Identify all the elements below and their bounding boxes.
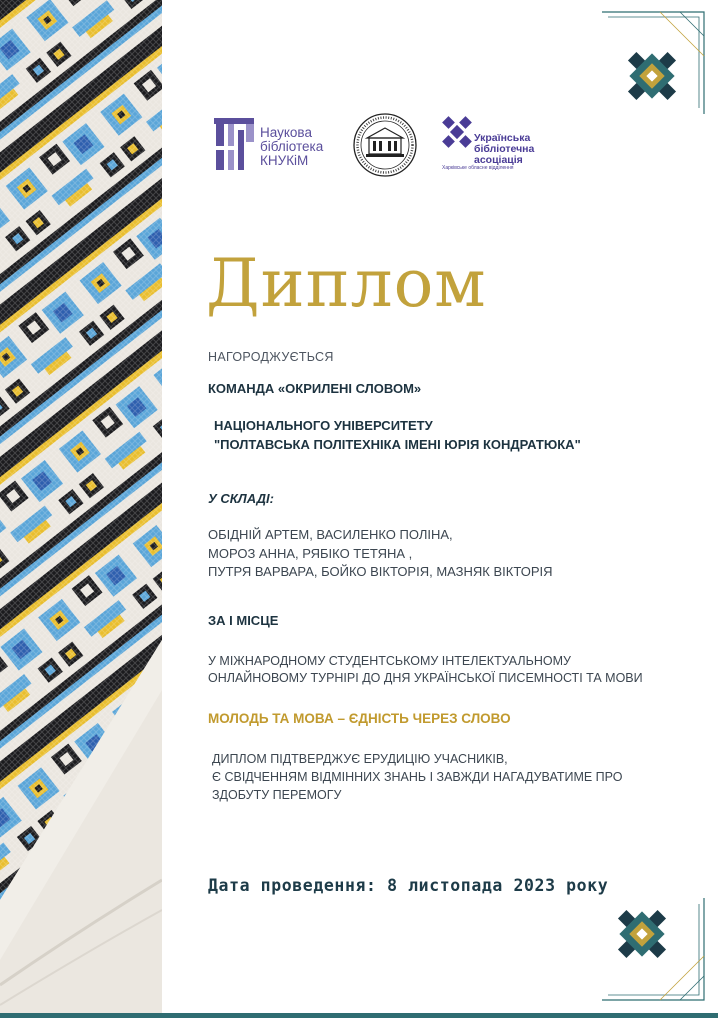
event-line: У МІЖНАРОДНОМУ СТУДЕНТСЬКОМУ ІНТЕЛЕКТУАЛЬНОМУ — [208, 654, 571, 668]
ornament-icon — [618, 910, 666, 958]
library-name — [260, 126, 323, 168]
uba-line3: асоціація — [474, 154, 523, 166]
corner-frame-bottom-right — [600, 894, 712, 1006]
ornament-icon — [628, 52, 676, 100]
uba-subtitle: Харківське обласне відділення — [442, 165, 514, 171]
member-line: ПУТРЯ ВАРВАРА, БОЙКО ВІКТОРІЯ, МАЗНЯК ВІКТОРІЯ — [208, 564, 553, 579]
confirmation-line: ЗДОБУТУ ПЕРЕМОГУ — [212, 788, 342, 802]
event-date: Дата проведення: 8 листопада 2023 року — [208, 876, 609, 895]
confirmation-line: Є СВІДЧЕННЯМ ВІДМІННИХ ЗНАНЬ І ЗАВЖДИ НАГАДУВАТИМЕ ПРО — [212, 770, 623, 784]
uba-name — [474, 133, 534, 166]
awarded-label: НАГОРОДЖУЄТЬСЯ — [208, 350, 334, 364]
team-name: КОМАНДА «ОКРИЛЕНІ СЛОВОМ» — [208, 381, 422, 396]
library-line3: КНУКіМ — [260, 153, 309, 168]
seal-icon — [352, 112, 418, 178]
place-label: ЗА І МІСЦЕ — [208, 613, 279, 628]
member-line: ОБІДНІЙ АРТЕМ, ВАСИЛЕНКО ПОЛІНА, — [208, 527, 453, 542]
university-line2: "ПОЛТАВСЬКА ПОЛІТЕХНІКА ІМЕНІ ЮРІЯ КОНДРАТЮКА" — [214, 437, 581, 452]
uba-cross-icon — [442, 116, 472, 150]
diploma-title: Диплом — [206, 245, 487, 322]
bottom-border — [0, 1013, 718, 1018]
university-seal — [352, 112, 418, 178]
uba-logo — [442, 116, 542, 176]
library-line2: бібліотека — [260, 139, 324, 154]
confirmation-line: ДИПЛОМ ПІДТВЕРДЖУЄ ЕРУДИЦІЮ УЧАСНИКІВ, — [212, 752, 508, 766]
uba-line1: Українська — [474, 132, 531, 144]
university-line1: НАЦІОНАЛЬНОГО УНІВЕРСИТЕТУ — [214, 418, 433, 433]
event-line: ОНЛАЙНОВОМУ ТУРНІРІ ДО ДНЯ УКРАЇНСЬКОЇ ПИСЕМНОСТІ ТА МОВИ — [208, 671, 643, 685]
embroidery-pattern — [0, 0, 162, 1018]
embroidery-panel — [0, 0, 162, 1018]
uba-line2: бібліотечна — [474, 143, 535, 155]
library-building-icon — [212, 116, 256, 172]
member-line: МОРОЗ АННА, РЯБІКО ТЕТЯНА , — [208, 546, 413, 561]
composition-label: У СКЛАДІ: — [208, 491, 274, 506]
library-logo — [212, 116, 334, 176]
motto: МОЛОДЬ ТА МОВА – ЄДНІСТЬ ЧЕРЕЗ СЛОВО — [208, 711, 511, 726]
logos-row — [212, 112, 542, 182]
library-line1: Наукова — [260, 125, 312, 140]
corner-frame-top-right — [600, 8, 712, 120]
